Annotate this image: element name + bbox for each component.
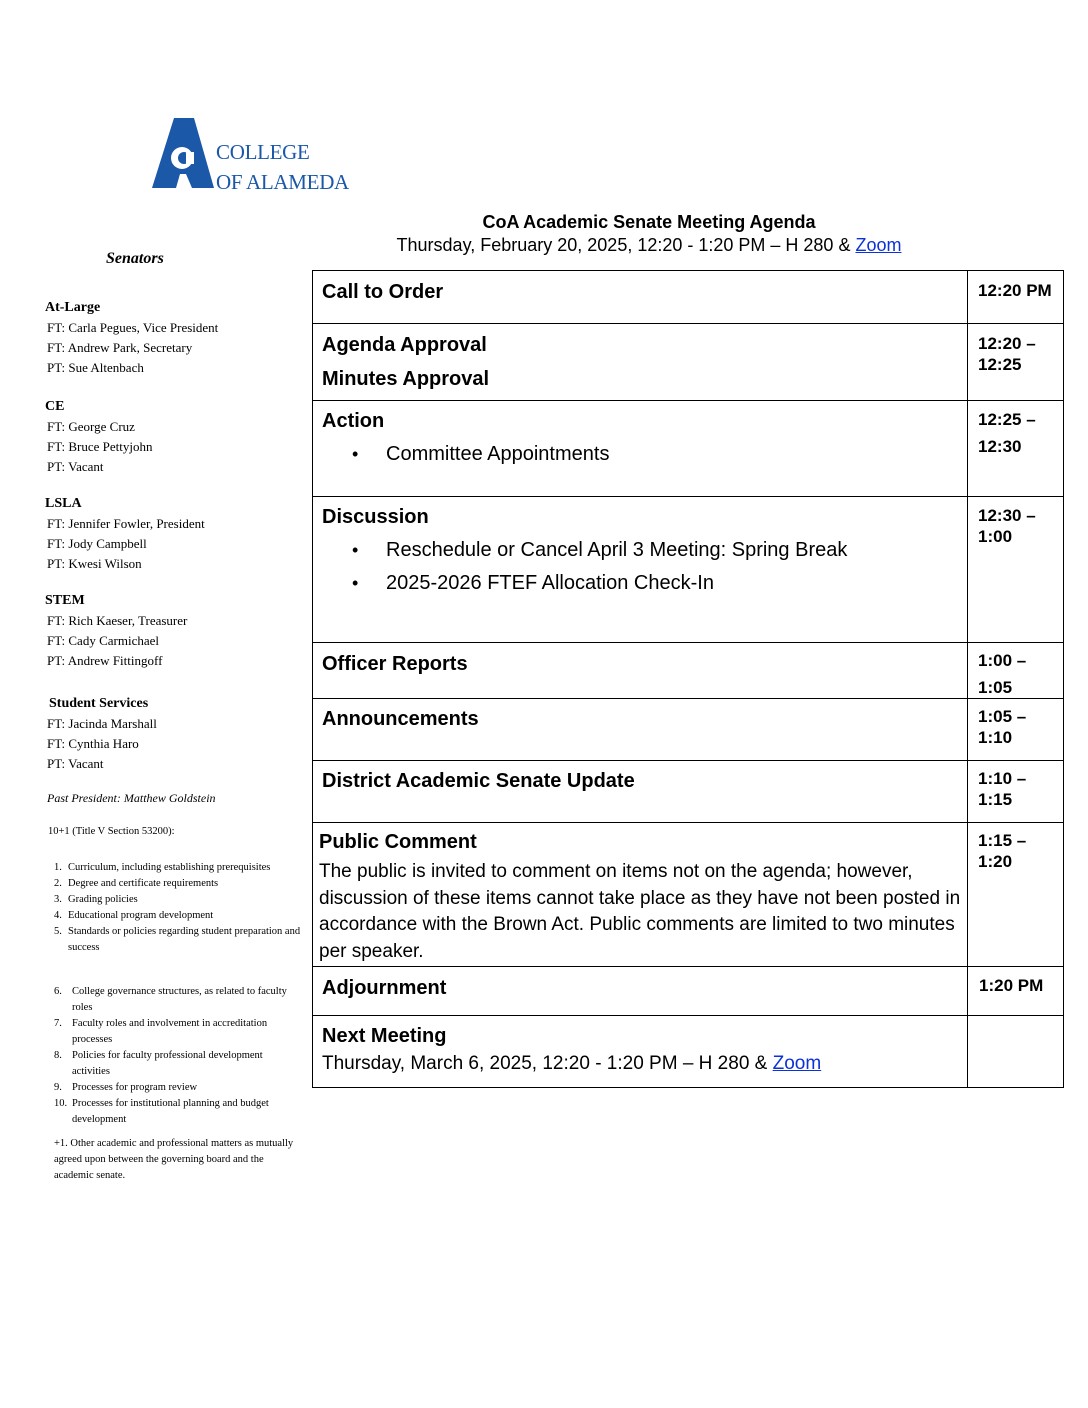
senator-type: FT: (47, 716, 66, 731)
senator-type: FT: (47, 536, 66, 551)
senator-group-title: LSLA (45, 496, 82, 511)
senator-group-title: CE (45, 399, 65, 414)
senator-entry (45, 318, 307, 338)
senator-type: FT: (47, 516, 66, 531)
column-divider (967, 761, 968, 822)
agenda-time: 1:15 – 1:20 (978, 831, 1027, 871)
column-divider (967, 401, 968, 496)
agenda-item-title: Next Meeting (322, 1025, 447, 1047)
logo-text-line1: COLLEGE (216, 140, 310, 164)
agenda-time: 12:20 PM (978, 281, 1052, 300)
column-divider (967, 967, 968, 1015)
agenda-row-next-meeting (313, 1016, 1063, 1087)
list-text: College governance structures, as related to faculty roles (72, 986, 287, 1013)
senator-name: Jennifer Fowler, President (68, 516, 205, 531)
senator-entry (45, 631, 307, 651)
agenda-item-title: Discussion (322, 506, 429, 528)
list-item (54, 860, 302, 876)
column-divider (967, 497, 968, 642)
senator-group-lsla (45, 494, 307, 574)
list-item (54, 908, 302, 924)
list-number: 2. (54, 878, 62, 889)
plus-one-text: +1. Other academic and professional matters as mutually agreed upon between the governing board and the academic senate. (54, 1138, 294, 1181)
agenda-time: 12:20 – 12:25 (978, 334, 1036, 374)
list-text: Processes for program review (72, 1082, 198, 1093)
list-number: 8. (54, 1050, 62, 1061)
list-number: 9. (54, 1082, 62, 1093)
agenda-row-officer-reports (313, 643, 1063, 699)
next-meeting-zoom-link[interactable]: Zoom (772, 1053, 822, 1074)
senator-name: Andrew Fittingoff (67, 653, 163, 668)
column-divider (967, 324, 968, 400)
senator-group-at-large (45, 298, 307, 378)
next-meeting-text: Thursday, March 6, 2025, 12:20 - 1:20 PM – H 280 & (322, 1053, 773, 1074)
agenda-time: 12:30 – 1:00 (978, 506, 1036, 546)
agenda-item-title: Call to Order (322, 281, 444, 303)
list-item (54, 876, 302, 892)
past-president: Past President: Matthew Goldstein (47, 791, 216, 805)
agenda-row-call-to-order (313, 271, 1063, 324)
senator-entry (45, 754, 311, 774)
senator-name: Bruce Pettyjohn (68, 439, 153, 454)
senator-name: George Cruz (68, 419, 135, 434)
zoom-link[interactable]: Zoom (855, 235, 902, 255)
agenda-bullet: • Committee Appointments (322, 442, 962, 466)
ten-plus-one-title: 10+1 (Title V Section 53200): (48, 826, 175, 837)
senator-type: PT: (47, 459, 66, 474)
senator-entry (45, 457, 307, 477)
list-text: Educational program development (68, 910, 214, 921)
senator-entry (45, 437, 307, 457)
agenda-time: 1:00 – (978, 651, 1027, 670)
senator-name: Vacant (68, 459, 104, 474)
senators-heading: Senators (106, 250, 164, 267)
senator-group-ce (45, 397, 307, 477)
senator-name: Jody Campbell (68, 536, 147, 551)
senator-entry (45, 514, 307, 534)
ten-plus-one-list-b (54, 984, 302, 1128)
meeting-datetime (310, 234, 988, 256)
senator-name: Cady Carmichael (68, 633, 159, 648)
list-item (54, 924, 302, 956)
list-text: Policies for faculty professional development activities (72, 1050, 263, 1077)
list-text: Processes for institutional planning and budget development (72, 1098, 269, 1125)
list-item (54, 984, 302, 1016)
list-number: 6. (54, 986, 62, 997)
senator-name: Kwesi Wilson (68, 556, 142, 571)
senator-type: PT: (47, 556, 66, 571)
agenda-item-title: Agenda Approval (322, 334, 487, 356)
agenda-item-title: Public Comment (319, 831, 477, 853)
agenda-item-title: Announcements (322, 708, 479, 730)
senator-type: PT: (47, 756, 66, 771)
senator-type: FT: (47, 633, 66, 648)
senator-name: Sue Altenbach (68, 360, 144, 375)
senator-entry (45, 651, 307, 671)
senator-group-stem (45, 591, 307, 671)
senator-type: PT: (47, 360, 66, 375)
agenda-bullet: • 2025-2026 FTEF Allocation Check-In (322, 571, 962, 595)
agenda-item-title: Officer Reports (322, 653, 468, 675)
list-number: 10. (54, 1098, 68, 1109)
senator-name: Rich Kaeser, Treasurer (68, 613, 188, 628)
agenda-item-title: Adjournment (322, 977, 447, 999)
agenda-item-title: Minutes Approval (322, 368, 490, 390)
senator-type: FT: (47, 340, 66, 355)
agenda-title: CoA Academic Senate Meeting Agenda (482, 212, 816, 232)
senator-type: PT: (47, 653, 66, 668)
agenda-row-district-update (313, 761, 1063, 823)
senator-entry (45, 534, 307, 554)
senator-group-title: At-Large (45, 300, 101, 315)
list-number: 3. (54, 894, 62, 905)
list-item (54, 1096, 302, 1128)
senator-name: Jacinda Marshall (68, 716, 157, 731)
list-text: Standards or policies regarding student preparation and success (68, 926, 301, 953)
agenda-time: 12:30 (978, 437, 1022, 456)
list-item (54, 1048, 302, 1080)
agenda-row-action (313, 401, 1063, 497)
public-comment-text: The public is invited to comment on items not on the agenda; however, discussion of these items cannot take place as they have not been posted in accordance with the Brown Act. Public comments are limited to two minutes per speaker. (319, 861, 961, 962)
senator-type: FT: (47, 613, 66, 628)
column-divider (967, 271, 968, 323)
agenda-bullet: • Reschedule or Cancel April 3 Meeting: Spring Break (322, 538, 962, 562)
list-text: Faculty roles and involvement in accreditation processes (72, 1018, 268, 1045)
senator-name: Vacant (68, 756, 104, 771)
agenda-table (312, 270, 1064, 1088)
senator-type: FT: (47, 736, 66, 751)
senator-type: FT: (47, 439, 66, 454)
list-text: Degree and certificate requirements (68, 878, 219, 889)
column-divider (967, 699, 968, 760)
college-logo (152, 116, 352, 194)
agenda-row-discussion (313, 497, 1063, 643)
agenda-item-title: Action (322, 410, 385, 432)
list-text: Grading policies (68, 894, 138, 905)
list-number: 7. (54, 1018, 62, 1029)
column-divider (967, 1016, 968, 1087)
senator-group-student-services (49, 694, 311, 774)
senator-name: Cynthia Haro (68, 736, 139, 751)
agenda-row-announcements (313, 699, 1063, 761)
list-text: Curriculum, including establishing prerequisites (68, 862, 271, 873)
senator-group-title: STEM (45, 593, 85, 608)
list-item (54, 1080, 302, 1096)
agenda-time: 1:05 – 1:10 (978, 707, 1027, 747)
logo-text-line2: OF ALAMEDA (216, 170, 349, 194)
senator-entry (45, 611, 307, 631)
agenda-row-adjournment (313, 967, 1063, 1016)
senator-name: Andrew Park, Secretary (67, 340, 193, 355)
column-divider (967, 823, 968, 966)
senator-entry (45, 338, 307, 358)
next-meeting-datetime (322, 1052, 962, 1076)
senator-entry (45, 714, 311, 734)
agenda-time: 12:25 – (978, 410, 1036, 429)
senator-entry (45, 734, 311, 754)
agenda-time: 1:10 – 1:15 (978, 769, 1027, 809)
meeting-datetime-text: Thursday, February 20, 2025, 12:20 - 1:20 PM – H 280 & (396, 235, 856, 255)
senator-group-title: Student Services (49, 696, 149, 711)
agenda-item-title: District Academic Senate Update (322, 770, 635, 792)
list-item (54, 1016, 302, 1048)
column-divider (967, 643, 968, 698)
list-number: 5. (54, 926, 62, 937)
senator-entry (45, 417, 307, 437)
ten-plus-one-list-a (54, 860, 302, 956)
agenda-time: 1:20 PM (979, 976, 1044, 995)
agenda-row-public-comment (313, 823, 1063, 967)
senator-type: FT: (47, 320, 66, 335)
college-logo-mark (152, 116, 216, 190)
list-item (54, 892, 302, 908)
senator-type: FT: (47, 419, 66, 434)
list-number: 4. (54, 910, 62, 921)
senator-name: Carla Pegues, Vice President (68, 320, 219, 335)
agenda-time: 1:05 (978, 678, 1013, 697)
list-number: 1. (54, 862, 62, 873)
senator-entry (45, 554, 307, 574)
senator-entry (45, 358, 307, 378)
agenda-row-approvals (313, 324, 1063, 401)
